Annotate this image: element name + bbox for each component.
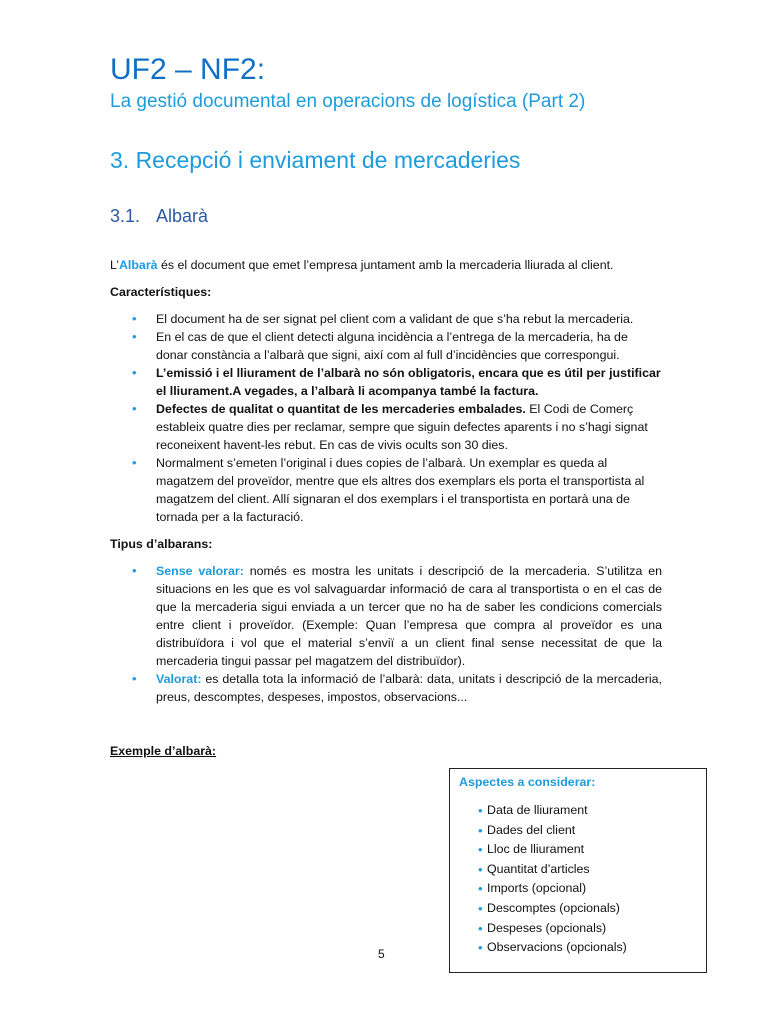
bullet-icon: •: [132, 671, 137, 686]
bullet-icon: •: [132, 455, 137, 470]
bullet-icon: •: [132, 311, 137, 326]
list-item: • L’emissió i el lliurament de l’albarà no són obligatoris, encara que es útil per justificar el lliurament.A vegades, a l’albarà li acompanya també la factura.: [132, 365, 661, 398]
list-item: • Lloc de lliurament: [478, 840, 627, 860]
aspects-title: Aspectes a considerar:: [459, 775, 596, 789]
intro-highlight-term: Albarà: [118, 258, 158, 272]
list-item: • El document ha de ser signat pel client com a validant de que s’ha rebut la mercaderia.: [132, 311, 634, 326]
example-label: Exemple d’albarà:: [110, 744, 217, 758]
subsection-heading: [110, 203, 208, 229]
list-item: • Valorat: es detalla tota la informació de l’albarà: data, unitats i descripció de la mercaderia, preus, descomptes, despeses, impostos, observacions...: [132, 671, 662, 704]
subsection-title: Albarà: [156, 206, 209, 226]
list-item: • Normalment s’emeten l’original i dues copies de l’albarà. Un exemplar es queda al magatzem del proveïdor, mentre que els altres dos exemplars els porta el transportista al magatzem del client. Allí signaran el dos exemplars i el transportista en portarà una de tornada per a la facturació.: [132, 455, 645, 524]
list-item: • Quantitat d’articles: [478, 860, 627, 880]
type-name: Valorat:: [156, 672, 202, 686]
list-item: • Sense valorar: només es mostra les unitats i descripció de la mercaderia. S’utilitza en situacions en les que es vol salvaguardar informació de cara al transportista o en el cas de que la mercaderia sigui enviada a un tercer que no ha de saber les condicions comercials entre client i proveïdor. (Exemple: Quan l’empresa que compra al proveïdor es una distribuïdora i vol que el material s’enviï a un client final sense necessitat de que la mercaderia tingui passar pel magatzem del distribuïdor).: [132, 563, 662, 668]
bullet-icon: •: [478, 803, 483, 818]
type-name: Sense valorar:: [156, 564, 244, 578]
bullet-icon: •: [132, 329, 137, 344]
intro-paragraph: [110, 256, 670, 274]
characteristics-list: [110, 310, 662, 526]
bullet-icon: •: [132, 563, 137, 578]
section-heading: 3. Recepció i enviament de mercaderies: [110, 147, 521, 173]
aspects-list: [478, 801, 627, 958]
types-label: Tipus d’albarans:: [110, 537, 213, 551]
intro-text: és el document que emet l’empresa juntament amb la mercaderia lliurada al client.: [157, 258, 614, 272]
bullet-icon: •: [478, 940, 483, 956]
list-item: • Dades del client: [478, 821, 627, 841]
list-item: • Defectes de qualitat o quantitat de les mercaderies embalades. El Codi de Comerç estableix quatre dies per reclamar, sempre que siguin defectes aparents i no s’hagi signat reconeixent havent-les rebut. En cas de vivis ocults son 30 dies.: [132, 401, 648, 452]
bullet-icon: •: [132, 365, 137, 380]
subsection-number: 3.1.: [110, 206, 141, 226]
bullet-icon: •: [132, 401, 137, 416]
bullet-icon: •: [478, 900, 483, 916]
list-item: • Observacions (opcionals): [478, 938, 627, 958]
aspects-box: [449, 768, 707, 973]
bullet-icon: •: [478, 822, 483, 838]
document-subtitle: La gestió documental en operacions de logística (Part 2): [110, 91, 586, 112]
list-item: • Data de lliurament: [478, 801, 627, 821]
bullet-icon: •: [478, 861, 483, 877]
list-item: • Imports (opcional): [478, 879, 627, 899]
list-item: • Descomptes (opcionals): [478, 899, 627, 919]
list-item: • Despeses (opcionals): [478, 919, 627, 939]
bullet-icon: •: [478, 881, 483, 897]
intro-prefix: L’: [110, 258, 119, 272]
page-number: 5: [378, 947, 385, 961]
document-title: UF2 – NF2:: [110, 53, 266, 86]
bullet-icon: •: [478, 920, 483, 936]
list-item: • En el cas de que el client detecti alguna incidència a l’entrega de la mercaderia, ha de donar constància a l’albarà que signi, així com al full d’incidències que correspongui.: [132, 329, 628, 362]
types-list: [110, 562, 662, 706]
bullet-icon: •: [478, 842, 483, 858]
characteristics-label: Característiques:: [110, 285, 212, 299]
